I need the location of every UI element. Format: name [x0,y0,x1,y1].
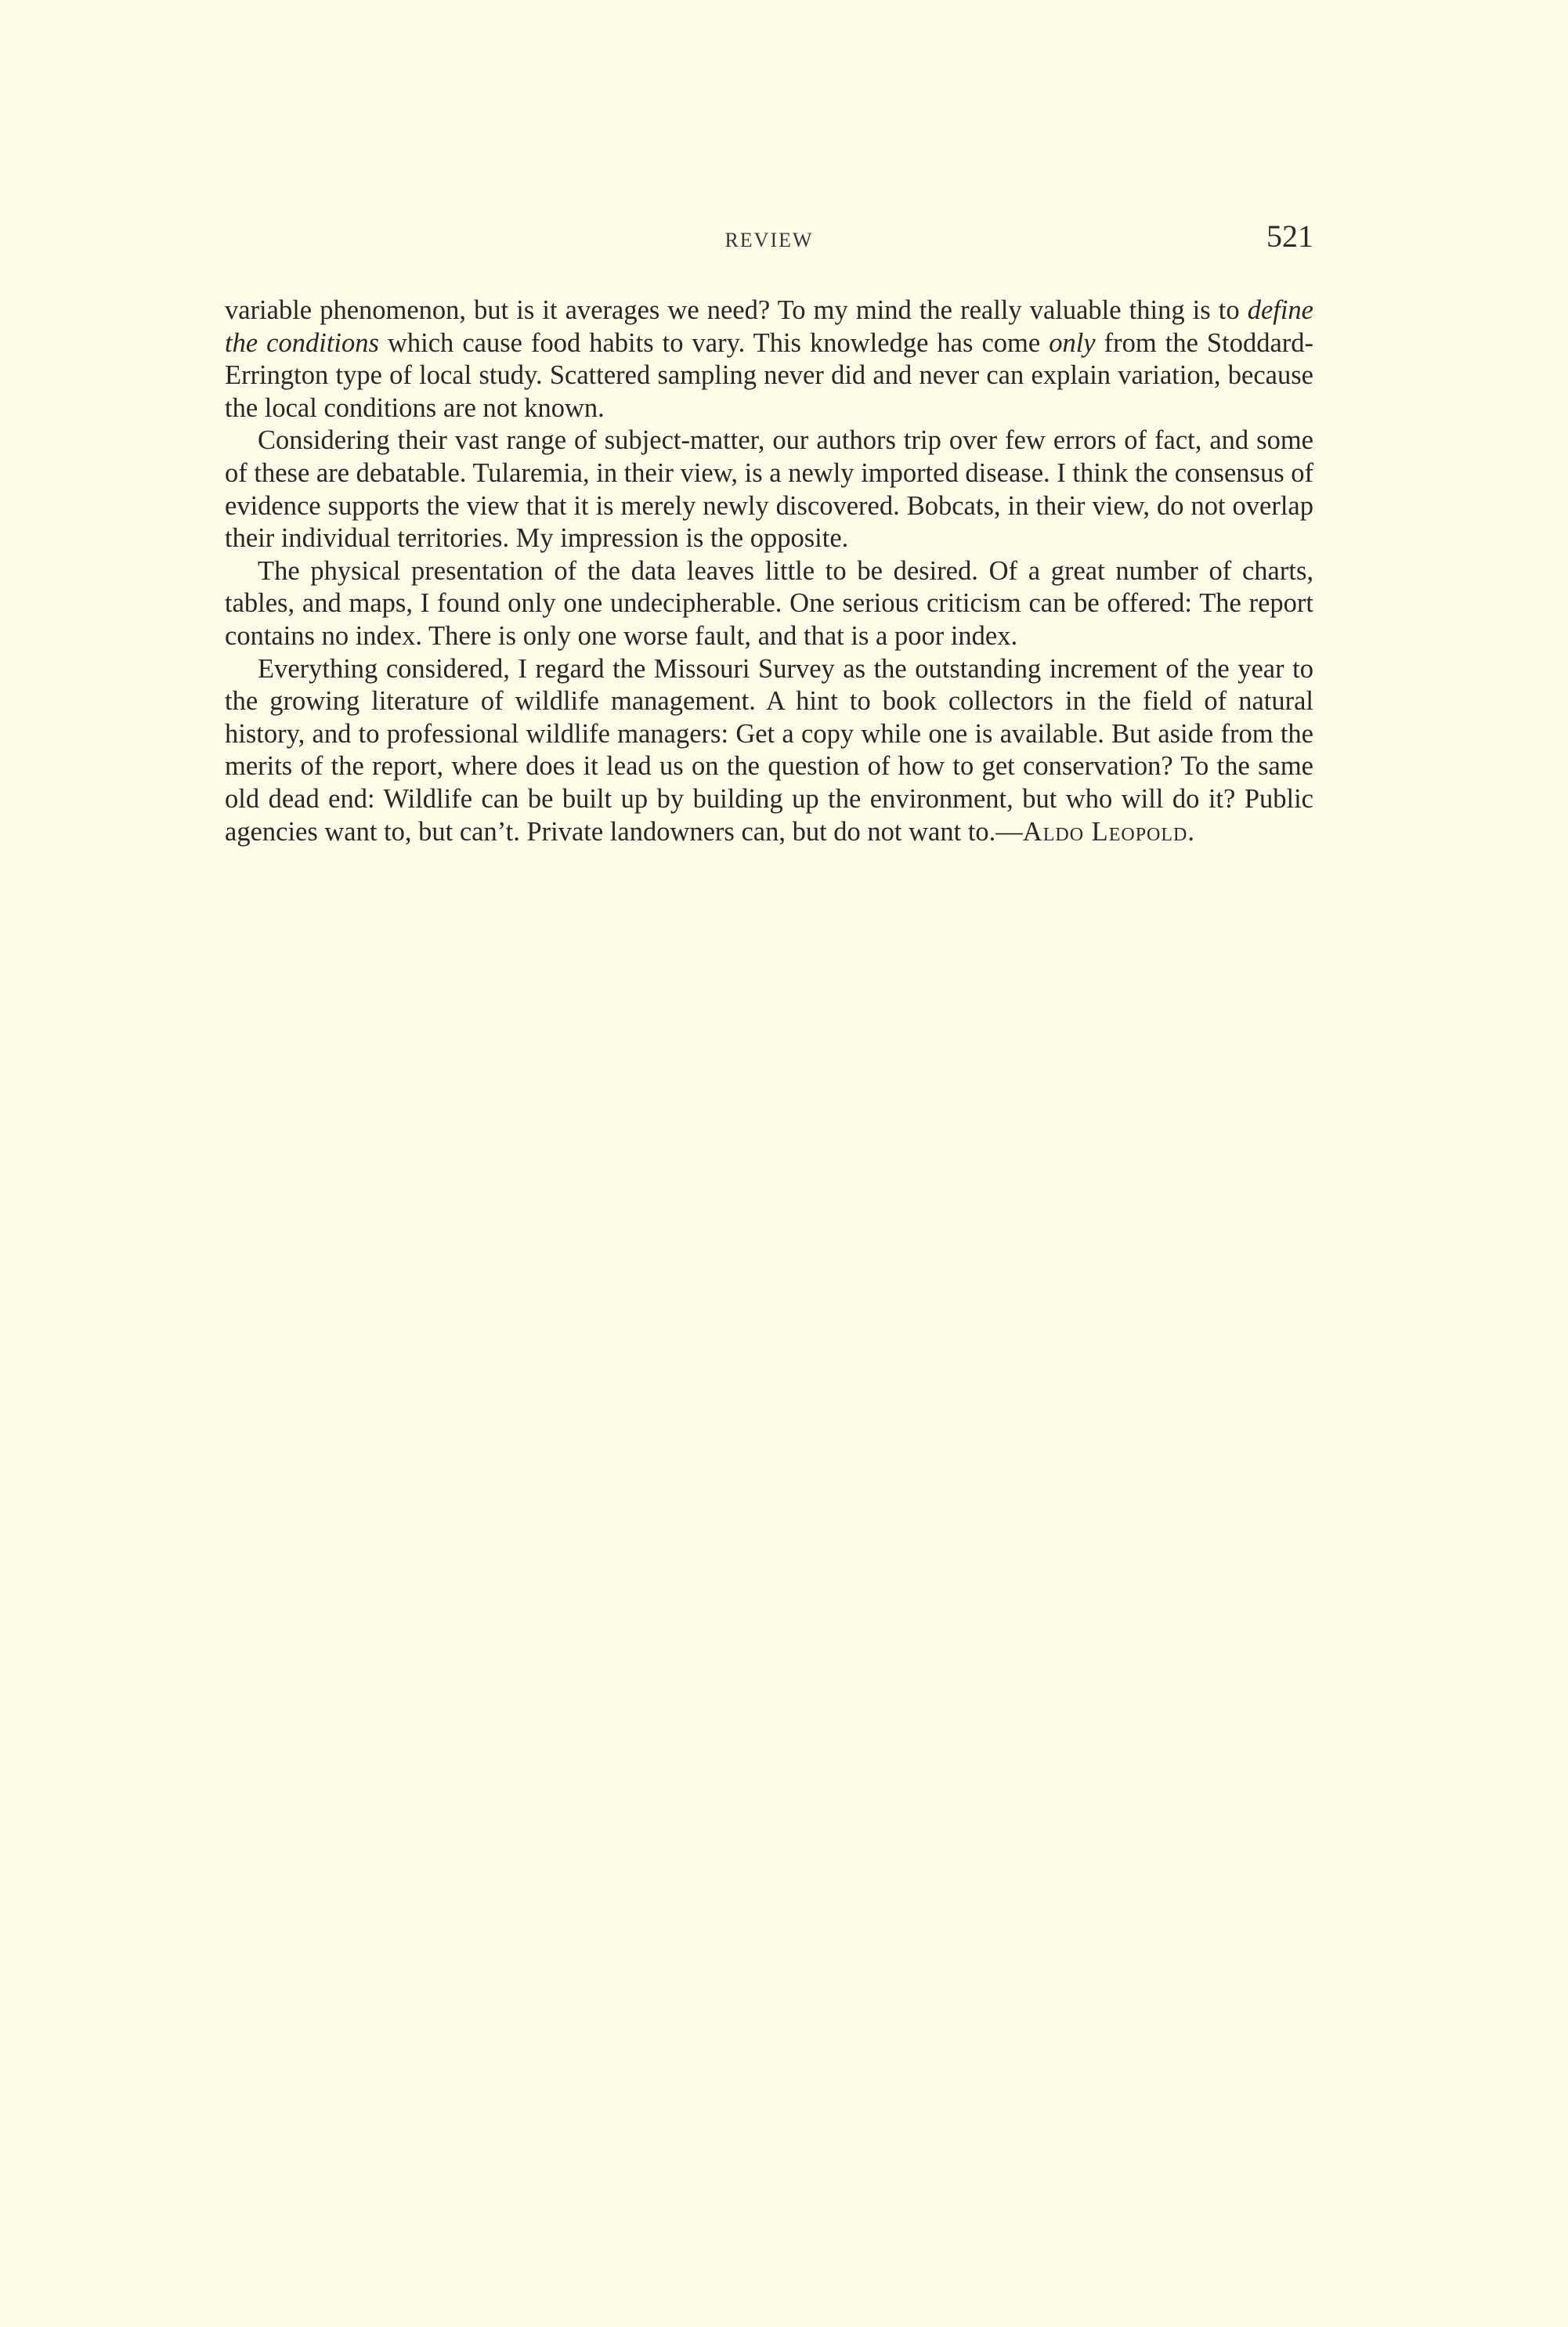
text-run: The physical presentation of the data leaves little to be desired. Of a great number of charts, tables, and maps, I found only one undecipherable. One serious criticism can be offered: The report contains no index. There is only one worse fault, and that is a poor index. [225,555,1313,651]
paragraph-3 [225,555,1313,653]
author-signature: Aldo Leopold [1022,816,1188,847]
emphasis-run: only [1049,327,1096,358]
running-title: REVIEW [724,229,814,251]
text-run: which cause food habits to vary. This knowledge has come [378,327,1050,358]
page-number: 521 [1266,219,1313,254]
text-run: Considering their vast range of subject-matter, our authors trip over few errors of fact, and some of these are debatable. Tularemia, in their view, is a newly imported disease. I think the consensus of evidence supports the view that it is merely newly discovered. Bobcats, in their view, do not overlap their individual territories. My impression is the opposite. [225,425,1313,554]
text-run: variable phenomenon, but is it averages we need? To my mind the really valuable thing is to [225,295,1248,325]
text-run: Everything considered, I regard the Missouri Survey as the outstanding increment of the year to the growing literature of wildlife management. A hint to book collectors in the field of natural history, and to professional wildlife managers: Get a copy while one is available. But aside from the merits of the report, where does it lead us on the question of how to get conservation? To the same old dead end: Wildlife can be built up by building up the environment, but who will do it? Public agencies want to, but can’t. Private landowners can, but do not want to.— [225,653,1313,847]
paragraph-1 [225,294,1313,425]
paragraph-4 [225,653,1313,849]
text-run: from the Stoddard-Errington type of local study. Scattered sampling never did and never can explain variation, because the local conditions are not known. [225,327,1313,423]
paragraph-2 [225,425,1313,555]
body-text [225,294,1313,848]
running-head [225,218,1313,257]
text-run: . [1187,816,1195,847]
emphasis-run: define the conditions [225,295,1313,358]
